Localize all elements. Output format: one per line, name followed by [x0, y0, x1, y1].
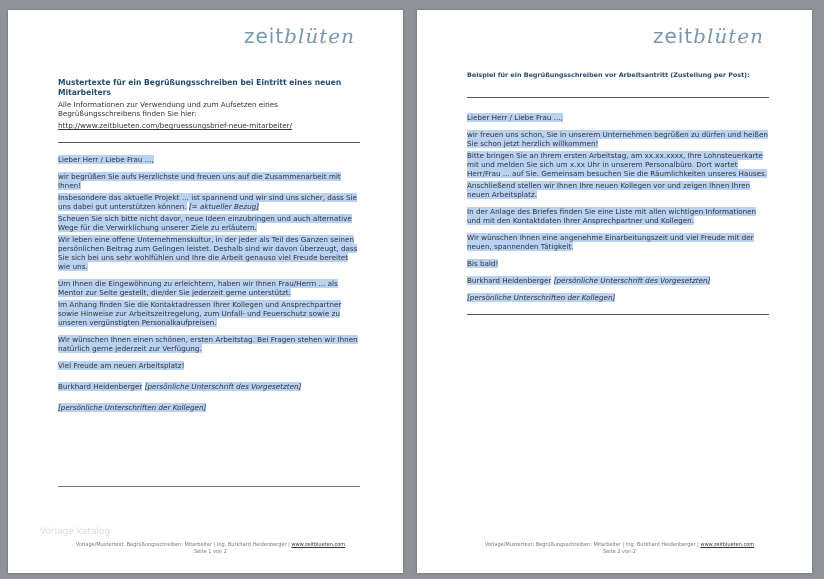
paragraph-1: wir begrüßen Sie aufs Herzlichste und freuen uns auf die Zusammenarbeit mit Ihnen!: [58, 172, 341, 190]
divider-bottom: [467, 314, 769, 315]
salutation: Lieber Herr / Liebe Frau ...,: [58, 155, 154, 164]
footer-text: Vorlage/Mustertext: Begrüßungsschreiben: Mitarbeiter | Ing. Burkhard Heidenberger |: [484, 542, 699, 548]
paragraph-6: Im Anhang finden Sie die Kontaktadressen Ihrer Kollegen und Ansprechpartner sowie Hinweise zur Arbeitszeitregelung, zum Unfall- und Feuerschutz sowie zu unseren vergünstigten Personalkaufpreisen.: [58, 300, 342, 327]
page-1-title: Mustertexte für ein Begrüßungsschreiben bei Eintritt eines neuen Mitarbeiters: [58, 78, 342, 97]
signature-note: [persönliche Unterschrift des Vorgesetzten]: [553, 276, 711, 285]
page-1-content: [58, 78, 360, 412]
footer-link[interactable]: www.zeitblueten.com: [700, 542, 755, 548]
page-number: Seite 2 von 2: [603, 549, 636, 555]
paragraph-5: Um Ihnen die Eingewöhnung zu erleichtern, haben wir Ihnen Frau/Herrn ... als Mentor zur Seite gestellt, die/der Sie jederzeit gerne unterstützt.: [58, 279, 338, 297]
page-2-footer: [457, 542, 782, 556]
signature-note: [persönliche Unterschrift des Vorgesetzten]: [144, 382, 302, 391]
page-2-title: Beispiel für ein Begrüßungsschreiben vor Arbeitsantritt (Zustellung per Post):: [467, 71, 750, 79]
footer-link[interactable]: www.zeitblueten.com: [291, 542, 346, 548]
paragraph-2-note: [= aktueller Bezug]: [188, 202, 260, 211]
zeitblueten-logo: [244, 24, 355, 48]
signature-colleagues: [persönliche Unterschriften der Kollegen]: [467, 293, 616, 302]
footer-text: Vorlage/Mustertext: Begrüßungsschreiben: Mitarbeiter | Ing. Burkhard Heidenberger |: [75, 542, 290, 548]
document-page-1: [8, 10, 403, 573]
page-number: Seite 1 von 2: [194, 549, 227, 555]
logo-part-1: zeit: [243, 24, 285, 48]
paragraph-3: Anschließend stellen wir Ihnen Ihre neuen Kollegen vor und zeigen Ihnen Ihren neuen Arbeitsplatz.: [467, 181, 751, 199]
watermark: Vorlage katalog: [40, 527, 111, 537]
paragraph-7: Wir wünschen Ihnen einen schönen, ersten Arbeitstag. Bei Fragen stehen wir Ihnen natürlich gerne jederzeit zur Verfügung.: [58, 335, 358, 353]
divider-bottom: [58, 486, 360, 487]
page-1-footer: [48, 542, 373, 556]
paragraph-4: Wir leben eine offene Unternehmenskultur, in der jeder als Teil des Ganzen seinen persönlichen Beitrag zum Gelingen leistet. Deshalb sind wir davon überzeugt, dass Sie sich bei uns sehr wohlfühlen und Ihre die Arbeit genauso viel Freude bereitet wie uns.: [58, 235, 358, 271]
info-link[interactable]: http://www.zeitblueten.com/begruessungsbrief-neue-mitarbeiter/: [58, 121, 293, 130]
paragraph-1: wir freuen uns schon, Sie in unserem Unternehmen begrüßen zu dürfen und heißen Sie schon jetzt herzlich willkommen!: [467, 130, 768, 148]
paragraph-4: In der Anlage des Briefes finden Sie eine Liste mit allen wichtigen Informationen und mit den Kontaktdaten Ihrer Ansprechpartner und Kollegen.: [467, 207, 757, 225]
info-text: Alle Informationen zur Verwendung und zum Aufsetzen eines Begrüßungsschreibens finden Sie hier:: [58, 100, 278, 118]
paragraph-5: Wir wünschen Ihnen eine angenehme Einarbeitungszeit und viel Freude mit der neuen, spannenden Tätigkeit.: [467, 233, 754, 251]
zeitblueten-logo: [653, 24, 764, 48]
logo-part-2: blüten: [284, 24, 355, 48]
page-2-content: [467, 71, 769, 315]
signature-name: Burkhard Heidenberger: [467, 276, 552, 285]
paragraph-8: Viel Freude am neuen Arbeitsplatz!: [58, 361, 185, 370]
document-page-2: [417, 10, 812, 573]
paragraph-2: Bitte bringen Sie an Ihrem ersten Arbeitstag, am xx.xx.xxxx, Ihre Lohnsteuerkarte mit und melden Sie sich um x.xx Uhr in unserem Personalbüro. Dort wartet Herr/Frau ... auf Sie. Gemeinsam besuchen Sie die Räumlichkeiten unseres Hauses.: [467, 151, 768, 178]
logo-part-1: zeit: [652, 24, 694, 48]
paragraph-6: Bis bald!: [467, 259, 499, 268]
signature-colleagues: [persönliche Unterschriften der Kollegen]: [58, 403, 207, 412]
logo-part-2: blüten: [693, 24, 764, 48]
salutation: Lieber Herr / Liebe Frau ...,: [467, 113, 563, 122]
signature-name: Burkhard Heidenberger: [58, 382, 143, 391]
paragraph-3: Scheuen Sie sich bitte nicht davor, neue Ideen einzubringen und auch alternative Wege für die Verwirklichung unserer Ziele zu erläutern.: [58, 214, 352, 232]
paragraph-2: Insbesondere das aktuelle Projekt … ist spannend und wir sind uns sicher, dass Sie uns dabei gut unterstützen können.: [58, 193, 357, 211]
